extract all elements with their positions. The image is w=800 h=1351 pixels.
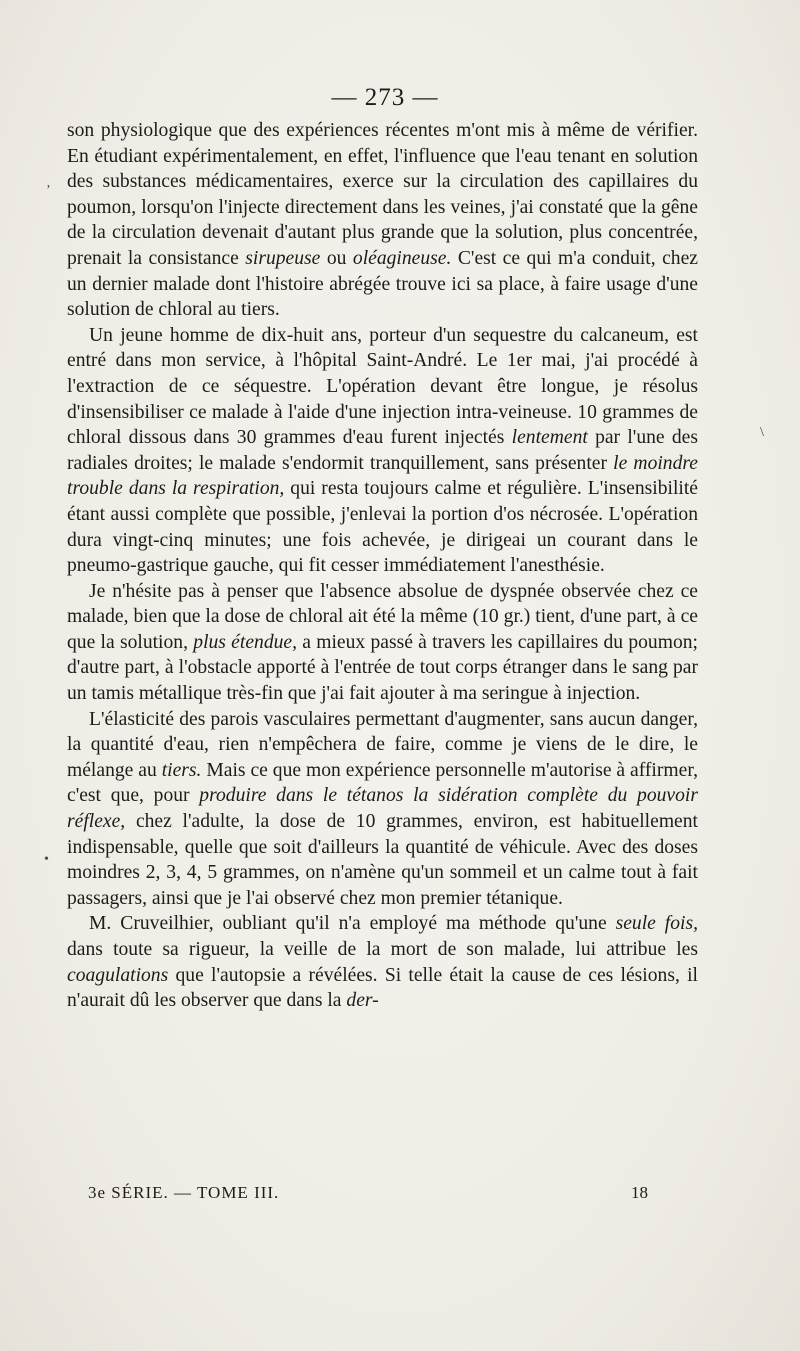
- text-run: son physiologique que des expériences récentes m'ont mis à même de vérifier. En étudiant expérimentalement, en effet, l'influence que l'eau tenant en solution des substances médicamentaires, exerce sur la circulation des capillaires du poumon, lorsqu'on l'injecte directement dans les veines, j'ai constaté que la gêne de la circulation devenait d'autant plus grande que la solution, plus concentrée, prenait la consistance: [67, 120, 698, 269]
- text-run: qui resta toujours calme et régulière. L'insensibilité étant aussi complète que possible, j'enlevai la portion d'os nécrosée. L'opération dura vingt-cinq minutes; une fois achevée, je dirigeai un courant dans le pneumo-gastrique gauche, qui fit cesser immédiatement l'anesthésie.: [67, 478, 698, 577]
- text-run: L'élasticité des parois vasculaires permettant d'augmenter, sans aucun danger, la quantité d'eau, rien n'empêchera de faire, comme je viens de le dire, le mélange au: [67, 708, 698, 781]
- signature-mark: 3e SÉRIE. — TOME III.: [88, 1183, 280, 1202]
- paragraph: [67, 118, 698, 323]
- stray-mark: \: [760, 425, 764, 440]
- page-number: — 273 —: [331, 84, 439, 111]
- text-run: C'est ce qui m'a conduit, chez un dernier malade dont l'histoire abrégée trouve ici sa place, à faire usage d'une solution de chloral au tiers.: [67, 247, 698, 321]
- italic-text: tiers.: [161, 759, 202, 781]
- text-run: M. Cruveilhier, oubliant qu'il n'a employé ma méthode qu'une: [89, 913, 616, 935]
- italic-text: sirupeuse: [245, 247, 321, 269]
- footer: [88, 1183, 648, 1203]
- text-run: ou: [320, 247, 353, 269]
- paragraph: [67, 323, 698, 579]
- italic-text: le moindre trouble dans la respiration,: [67, 452, 698, 500]
- italic-text: plus étendue,: [193, 631, 298, 653]
- italic-text: lentement: [511, 427, 588, 449]
- paragraph: [67, 707, 698, 912]
- paragraph: [67, 579, 698, 707]
- text-run: Je n'hésite pas à penser que l'absence absolue de dyspnée observée chez ce malade, bien que la dose de chloral ait été la même (10 gr.) tient, d'une part, à ce que la solution,: [67, 580, 698, 653]
- body-text: [67, 118, 698, 1014]
- italic-text: oléagineuse.: [352, 247, 452, 269]
- paragraph: [67, 911, 698, 1013]
- italic-text: seule fois,: [615, 913, 698, 935]
- stray-mark: ʼ: [46, 183, 51, 198]
- text-run: par l'une des radiales droites; le malade s'endormit tranquillement, sans présenter: [67, 427, 698, 474]
- text-run: Un jeune homme de dix-huit ans, porteur d'un sequestre du calcaneum, est entré dans mon service, à l'hôpital Saint-André. Le 1er mai, j'ai procédé à l'extraction de ce séquestre. L'opération devant être longue, je résolus d'insensibiliser ce malade à l'aide d'une injection intra-veineuse. 10 grammes de chloral dissous dans 30 grammes d'eau furent injectés: [67, 324, 698, 449]
- italic-text: coagulations: [67, 964, 169, 986]
- sheet-number: 18: [631, 1183, 648, 1202]
- italic-text: der-: [346, 990, 379, 1012]
- text-run: chez l'adulte, la dose de 10 grammes, environ, est habituellement indispensable, quelle que soit d'ailleurs la quantité de véhicule. Avec des doses moindres 2, 3, 4, 5 grammes, on n'amène qu'un sommeil et un calme tout à fait passagers, ainsi que je l'ai observé chez mon premier tétanique.: [67, 811, 698, 909]
- stray-mark: •: [44, 852, 49, 867]
- text-run: dans toute sa rigueur, la veille de la mort de son malade, lui attribue les: [67, 939, 698, 960]
- text-run: Mais ce que mon expérience personnelle m'autorise à affirmer, c'est que, pour: [67, 759, 698, 807]
- text-run: que l'autopsie a révélées. Si telle était la cause de ces lésions, il n'aurait dû les observer que dans la: [67, 964, 698, 1012]
- text-run: a mieux passé à travers les capillaires du poumon; d'autre part, à l'obstacle apporté à l'entrée de tout corps étranger dans le sang par un tamis métallique très-fin que j'ai fait ajouter à ma seringue à injection.: [67, 631, 699, 705]
- italic-text: produire dans le tétanos la sidération complète du pouvoir réflexe,: [67, 785, 698, 833]
